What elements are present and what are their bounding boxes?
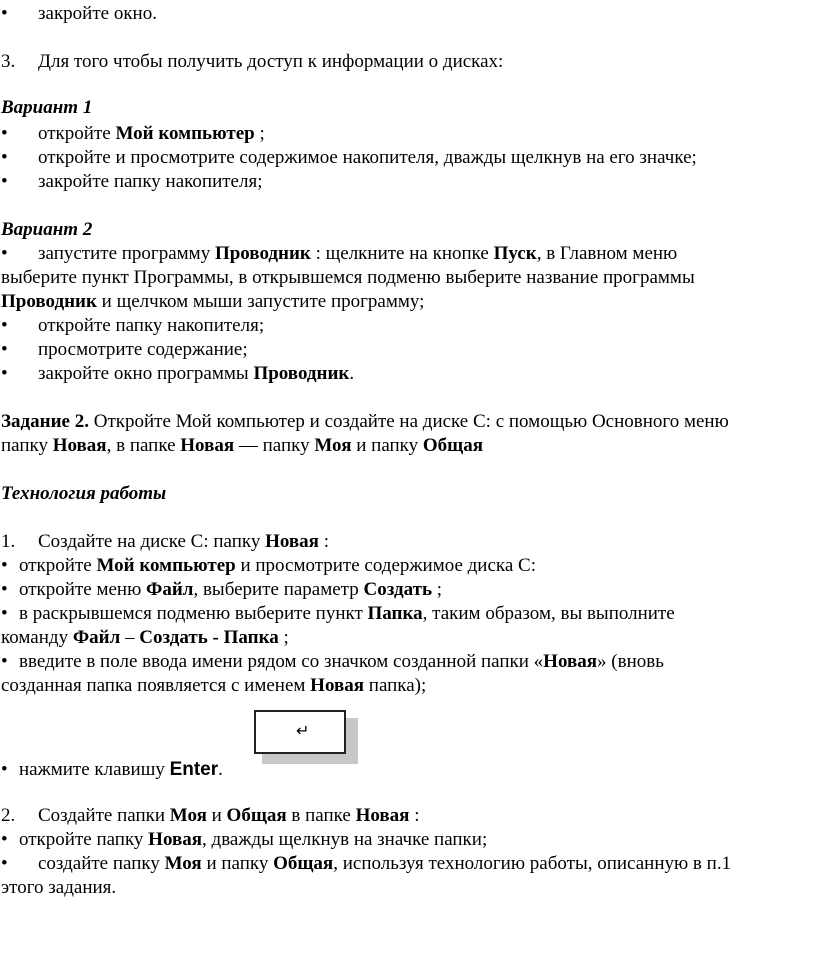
item-text: ; (432, 579, 443, 600)
item-text: в раскрывшемся подменю выберите пункт (19, 603, 368, 624)
bold-term: Файл (146, 579, 194, 600)
return-arrow-icon: ↵ (296, 721, 310, 740)
item-text: : (318, 531, 329, 552)
item-text: Создайте на диске С: папку (38, 531, 266, 552)
bullet: • (1, 171, 8, 192)
bullet: • (1, 603, 8, 624)
item-text: и (206, 805, 227, 826)
item-text: созданная папка появляется с именем (1, 675, 311, 696)
paragraph-line: выберите пункт Программы, в открывшемся подменю выберите название программы (1, 267, 695, 288)
task-label: Задание 2. (1, 411, 89, 432)
bold-term: Моя (164, 853, 202, 874)
item-text: введите в поле ввода имени рядом со значком созданной папки « (19, 651, 544, 672)
list-item (1, 314, 264, 338)
bullet: • (1, 853, 8, 874)
bold-term: Общая (273, 853, 334, 874)
item-text: , дважды щелкнув на значке папки; (202, 829, 488, 850)
list-item (1, 2, 157, 26)
bullet: • (1, 363, 8, 384)
list-item (1, 602, 675, 626)
item-text: » (вновь (597, 651, 664, 672)
bold-term: Мой компьютер (115, 123, 255, 144)
bold-term: Мой компьютер (96, 555, 236, 576)
variant-1-title: Вариант 1 (1, 97, 93, 118)
bold-term: Новая (265, 531, 319, 552)
bullet: • (1, 829, 8, 850)
section-text: Для того чтобы получить доступ к информации о дисках: (38, 51, 504, 72)
bullet: • (1, 339, 8, 360)
item-text: . (349, 363, 355, 384)
bullet: • (1, 759, 8, 780)
bold-term: - (207, 627, 224, 648)
step-number: 1. (1, 531, 16, 552)
bold-term: Проводник (214, 243, 311, 264)
bold-term: Моя (169, 805, 207, 826)
bold-term: Файл (72, 627, 121, 648)
item-text: просмотрите содержание; (38, 339, 248, 360)
section-3-heading (1, 50, 503, 74)
item-text: : (409, 805, 420, 826)
item-text: , в Главном меню (536, 243, 678, 264)
bold-term: Моя (314, 435, 352, 456)
bold-term: Новая (180, 435, 235, 456)
list-item (1, 650, 664, 674)
bullet: • (1, 123, 8, 144)
task-2-line (1, 434, 483, 458)
item-text: и папку (201, 853, 274, 874)
item-text: и просмотрите содержимое диска С: (235, 555, 536, 576)
item-text: ; (278, 627, 289, 648)
item-text: запустите программу (38, 243, 215, 264)
list-item (1, 146, 697, 170)
bold-term: Общая (226, 805, 287, 826)
item-text: откройте (38, 123, 116, 144)
variant-2-title: Вариант 2 (1, 219, 93, 240)
enter-key-icon (254, 710, 346, 754)
bold-term: Новая (543, 651, 598, 672)
bold-term: Проводник (253, 363, 350, 384)
bullet: • (1, 555, 8, 576)
list-item (1, 170, 263, 194)
item-text: и папку (351, 435, 423, 456)
paragraph-line (1, 674, 426, 698)
item-text: и щелчком мыши запустите программу; (96, 291, 425, 312)
task-2-line (1, 410, 729, 434)
list-item (1, 362, 354, 386)
item-text: закройте окно. (38, 3, 157, 24)
list-item (1, 338, 248, 362)
item-text: – (120, 627, 140, 648)
bullet: • (1, 579, 8, 600)
step-number: 2. (1, 805, 16, 826)
item-text: Создайте папки (38, 805, 170, 826)
bullet: • (1, 243, 8, 264)
bold-term: Проводник (1, 291, 97, 312)
item-text: откройте папку накопителя; (38, 315, 265, 336)
list-item (1, 758, 223, 782)
list-item (1, 828, 487, 852)
list-item (1, 242, 677, 266)
bold-term: Общая (422, 435, 483, 456)
bold-term: Папка (223, 627, 279, 648)
bullet: • (1, 147, 8, 168)
step-1-heading (1, 530, 329, 554)
item-text: , таким образом, вы выполните (422, 603, 675, 624)
item-text: ; (254, 123, 265, 144)
technology-heading: Технология работы (1, 483, 167, 504)
item-text: , используя технологию работы, описанную в п.1 (333, 853, 732, 874)
bold-term: Enter (169, 759, 219, 780)
item-text: нажмите клавишу (19, 759, 170, 780)
item-text: в папке (286, 805, 356, 826)
section-number: 3. (1, 51, 16, 72)
list-item (1, 578, 442, 602)
paragraph-line (1, 290, 424, 314)
list-item (1, 852, 731, 876)
paragraph-line: этого задания. (1, 877, 117, 898)
item-text: папка); (364, 675, 427, 696)
list-item (1, 554, 536, 578)
bullet: • (1, 3, 8, 24)
bold-term: Пуск (493, 243, 537, 264)
item-text: закройте папку накопителя; (38, 171, 263, 192)
bold-term: Создать (139, 627, 208, 648)
item-text: : щелкните на кнопке (310, 243, 494, 264)
item-text: . (218, 759, 223, 780)
item-text: , выберите параметр (193, 579, 364, 600)
bold-term: Создать (363, 579, 432, 600)
bold-term: Новая (52, 435, 107, 456)
item-text: создайте папку (38, 853, 165, 874)
item-text: закройте окно программы (38, 363, 254, 384)
bold-term: Новая (148, 829, 203, 850)
item-text: откройте (19, 555, 97, 576)
bold-term: Папка (367, 603, 423, 624)
item-text: откройте папку (19, 829, 149, 850)
step-2-heading (1, 804, 419, 828)
paragraph-line (1, 626, 289, 650)
item-text: папку (1, 435, 53, 456)
item-text: Откройте Мой компьютер и создайте на диске С: с помощью Основного меню (88, 411, 729, 432)
item-text: откройте меню (19, 579, 147, 600)
item-text: откройте и просмотрите содержимое накопителя, дважды щелкнув на его значке; (38, 147, 697, 168)
bold-term: Новая (355, 805, 410, 826)
item-text: — папку (234, 435, 315, 456)
bold-term: Новая (310, 675, 365, 696)
list-item (1, 122, 265, 146)
item-text: команду (1, 627, 73, 648)
item-text: , в папке (106, 435, 181, 456)
bullet: • (1, 315, 8, 336)
bullet: • (1, 651, 8, 672)
